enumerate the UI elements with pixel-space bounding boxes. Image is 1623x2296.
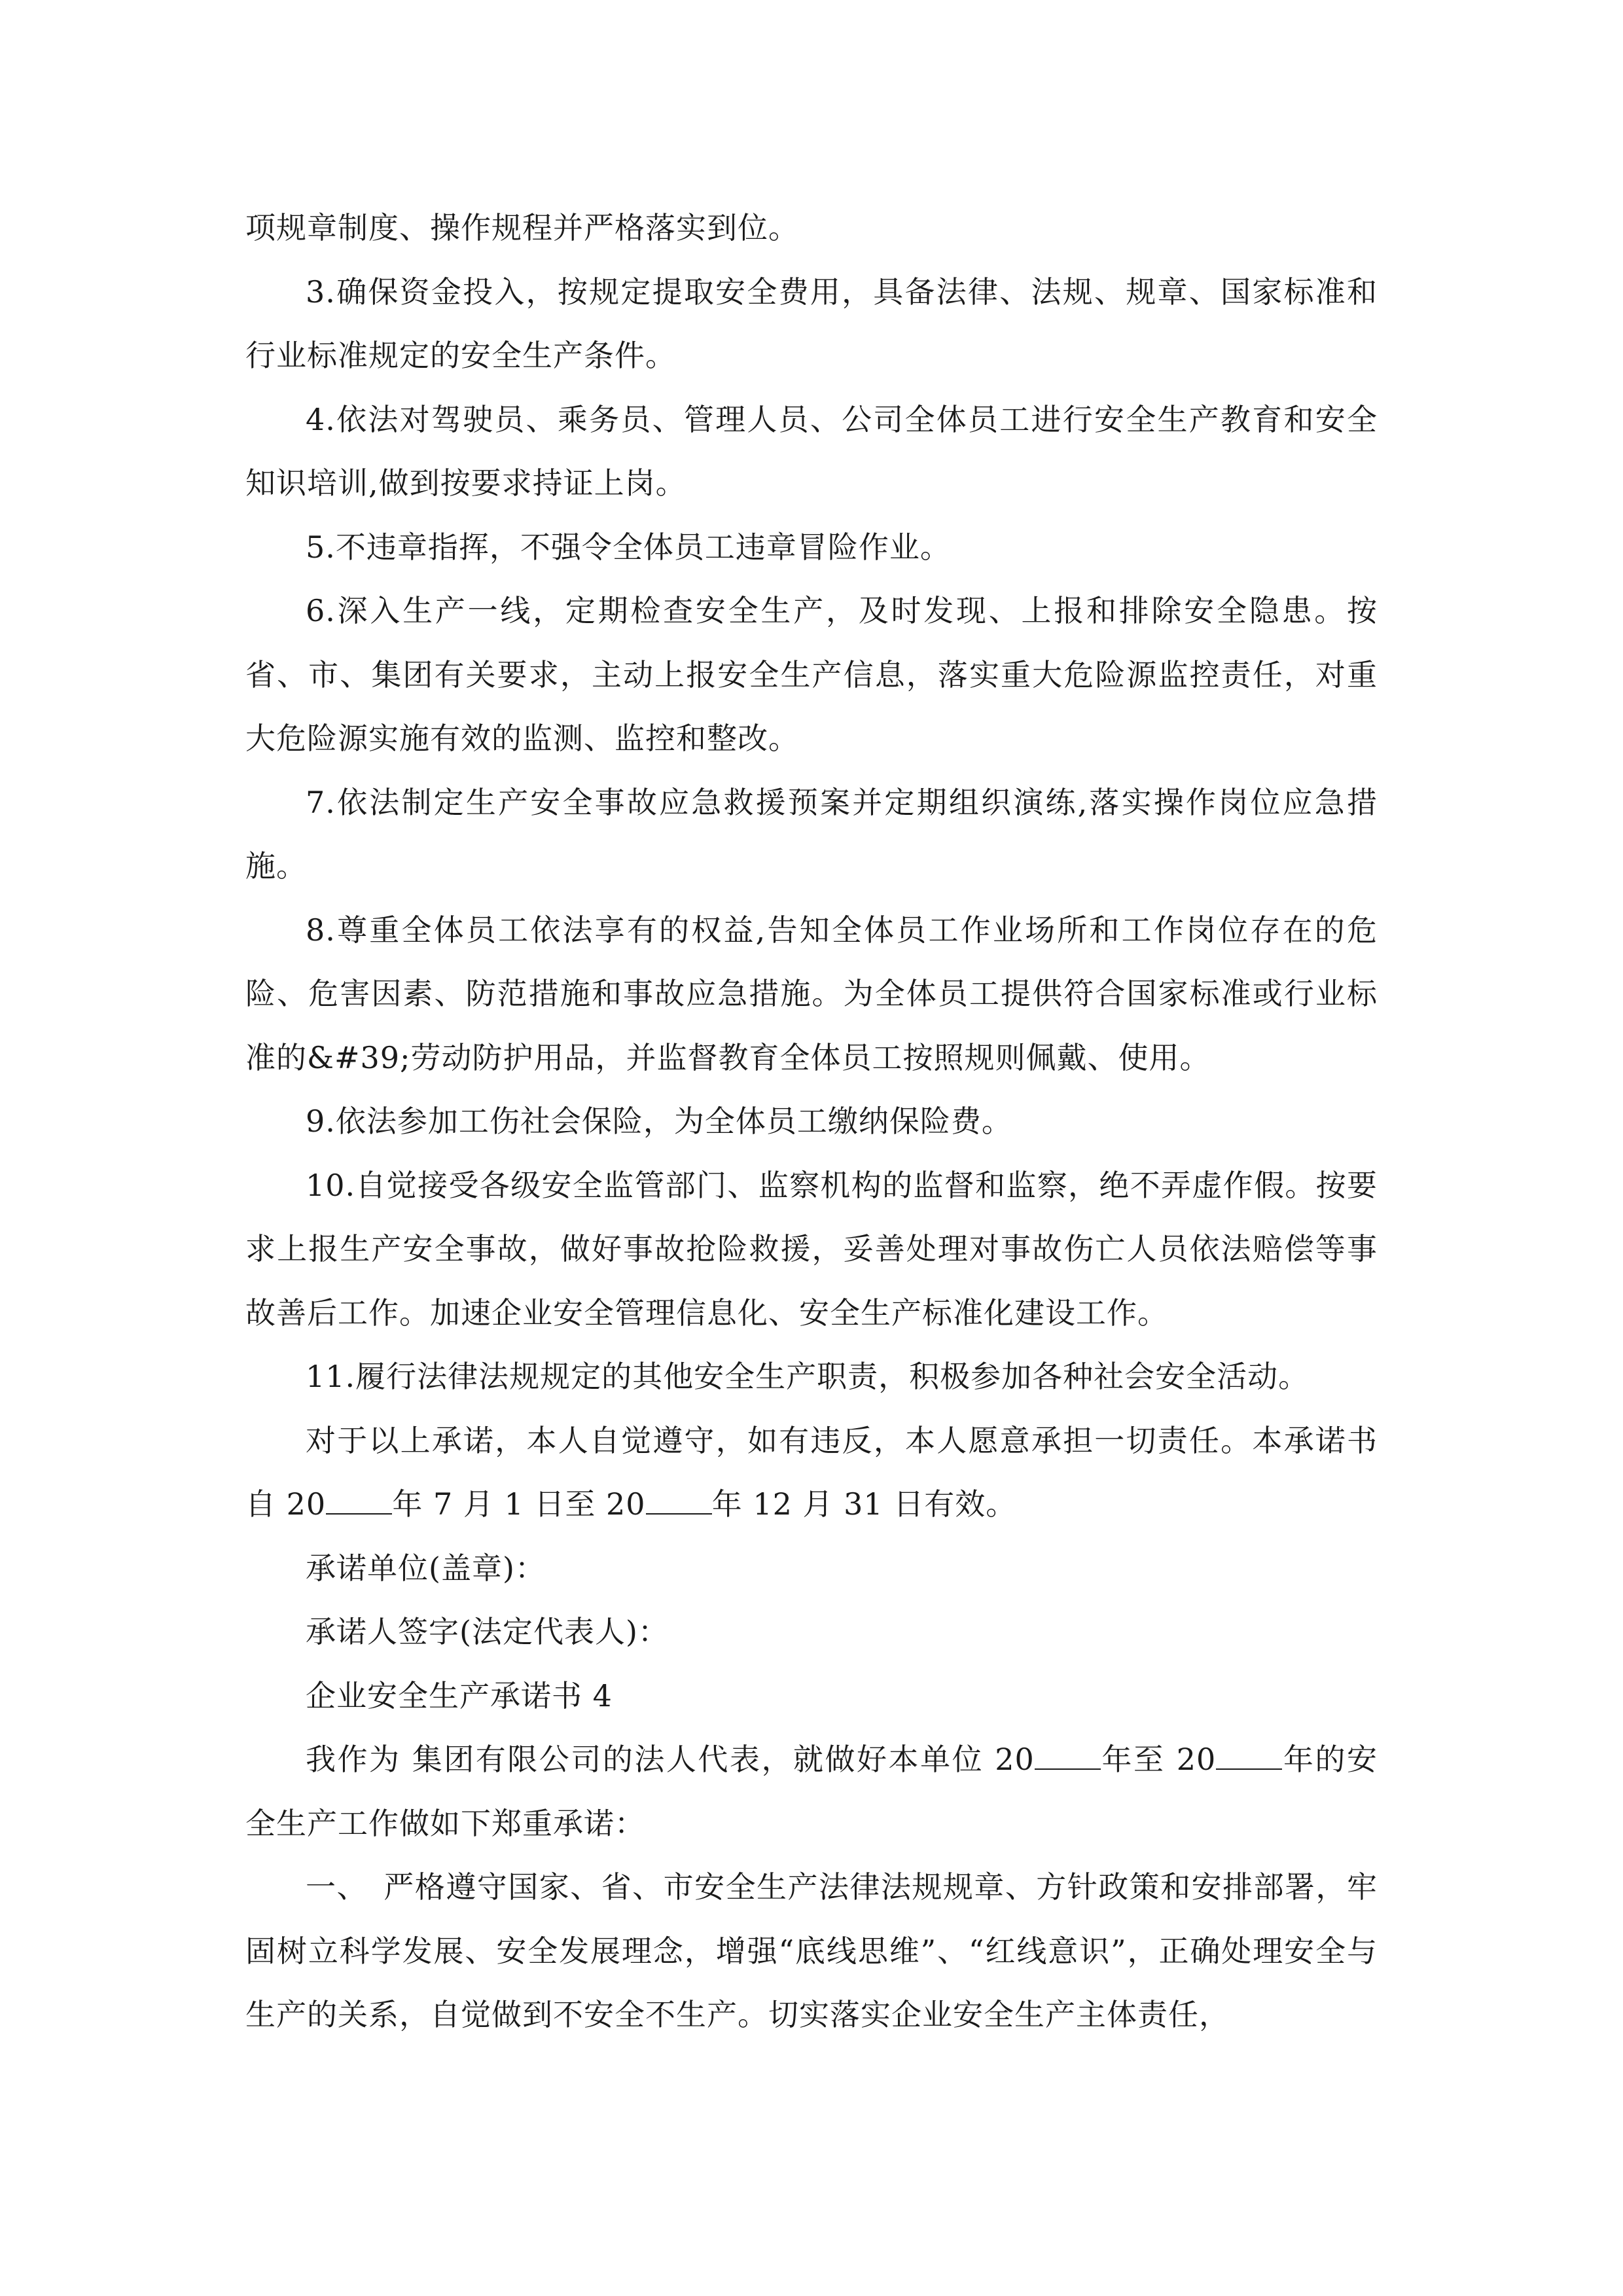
paragraph-item-8: 8.尊重全体员工依法享有的权益,告知全体员工作业场所和工作岗位存在的危险、危害因素、防范措施和事故应急措施。为全体员工提供符合国家标准或行业标准的&#39;劳动防护用品，并监督教育全体员工按照规则佩戴、使用。 <box>245 912 1378 1075</box>
paragraph-item-9: 9.依法参加工伤社会保险，为全体员工缴纳保险费。 <box>306 1103 1012 1139</box>
paragraph-item-3: 3.确保资金投入，按规定提取安全费用，具备法律、法规、规章、国家标准和行业标准规定的安全生产条件。 <box>245 274 1378 373</box>
intro-text-middle: 年至 20 <box>1101 1742 1217 1777</box>
intro-paragraph <box>245 1728 1378 1856</box>
paragraph-item-5: 5.不违章指挥，不强令全体员工违章冒险作业。 <box>306 529 951 565</box>
year-blank-2 <box>646 1486 712 1515</box>
year-blank-3 <box>1035 1742 1101 1770</box>
commitment-text-start: 对于以上承诺，本人自觉遵守，如有违反，本人愿意承担一切责任。本承诺书自 20 <box>245 1422 1378 1522</box>
commitment-text-end: 年 12 月 31 日有效。 <box>711 1486 1017 1522</box>
paragraph-item-7: 7.依法制定生产安全事故应急救援预案并定期组织演练,落实操作岗位应急措施。 <box>245 784 1378 884</box>
year-blank-1 <box>326 1486 392 1515</box>
commitment-paragraph <box>245 1409 1378 1537</box>
commitment-text-middle: 年 7 月 1 日至 20 <box>392 1486 646 1522</box>
signature-line: 承诺人签字(法定代表人)： <box>306 1614 669 1649</box>
unit-seal-line: 承诺单位(盖章)： <box>306 1550 546 1586</box>
paragraph-item-10: 10.自觉接受各级安全监管部门、监察机构的监督和监察，绝不弄虚作假。按要求上报生产安全事故，做好事故抢险救援，妥善处理对事故伤亡人员依法赔偿等事故善后工作。加速企业安全管理信息化、安全生产标准化建设工作。 <box>245 1167 1378 1331</box>
point-one-paragraph: 一、 严格遵守国家、省、市安全生产法律法规规章、方针政策和安排部署，牢固树立科学发展、安全发展理念，增强“底线思维”、“红线意识”，正确处理安全与生产的关系，自觉做到不安全不生产。切实落实企业安全生产主体责任， <box>245 1869 1378 2032</box>
paragraph-item-11: 11.履行法律法规规定的其他安全生产职责，积极参加各种社会安全活动。 <box>306 1359 1310 1394</box>
paragraph-continuation: 项规章制度、操作规程并严格落实到位。 <box>245 210 799 245</box>
paragraph-item-4: 4.依法对驾驶员、乘务员、管理人员、公司全体员工进行安全生产教育和安全知识培训,做到按要求持证上岗。 <box>245 401 1378 501</box>
document-body <box>245 196 1378 2047</box>
section-title: 企业安全生产承诺书 4 <box>306 1677 613 1713</box>
paragraph-item-6: 6.深入生产一线，定期检查安全生产，及时发现、上报和排除安全隐患。按省、市、集团有关要求，主动上报安全生产信息，落实重大危险源监控责任，对重大危险源实施有效的监测、监控和整改。 <box>245 593 1378 756</box>
intro-text-end: 年的安全生产工作做如下郑重承诺： <box>245 1742 1378 1841</box>
year-blank-4 <box>1216 1742 1282 1770</box>
intro-text-start: 我作为 集团有限公司的法人代表，就做好本单位 20 <box>306 1742 1035 1777</box>
